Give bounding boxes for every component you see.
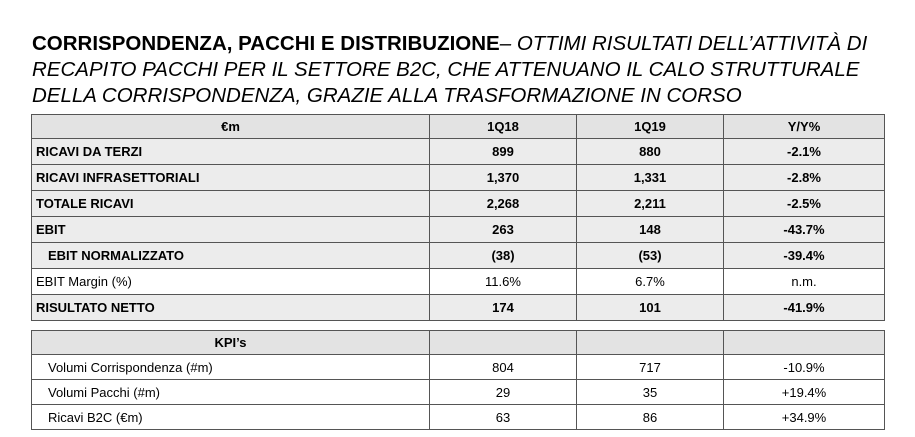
row-1q18: 2,268 — [430, 191, 577, 217]
header-1q19: 1Q19 — [577, 115, 724, 139]
row-label: RICAVI DA TERZI — [32, 139, 430, 165]
row-label: Volumi Pacchi (#m) — [32, 380, 430, 405]
table-row — [32, 269, 885, 295]
row-1q19: 1,331 — [577, 165, 724, 191]
row-yy: -39.4% — [724, 243, 885, 269]
row-1q18: (38) — [430, 243, 577, 269]
row-yy: -43.7% — [724, 217, 885, 243]
row-1q18: 11.6% — [430, 269, 577, 295]
table-row — [32, 380, 885, 405]
page-title — [32, 31, 912, 109]
table-row — [32, 139, 885, 165]
title-italic: – OTTIMI RISULTATI DELL’ATTIVITÀ DI RECAPITO PACCHI PER IL SETTORE B2C, CHE ATTENUANO IL CALO STRUTTURALE DELLA CORRISPONDENZA, GRAZIE ALLA TRASFORMAZIONE IN CORSO — [32, 32, 868, 107]
table-row — [32, 165, 885, 191]
row-1q19: 101 — [577, 295, 724, 321]
table-header-row — [32, 115, 885, 139]
row-yy: +34.9% — [724, 405, 885, 430]
row-1q19: 35 — [577, 380, 724, 405]
kpi-header-empty — [430, 331, 577, 355]
row-1q18: 804 — [430, 355, 577, 380]
row-1q18: 29 — [430, 380, 577, 405]
kpi-header: KPI’s — [32, 331, 430, 355]
table-row — [32, 243, 885, 269]
table-row — [32, 405, 885, 430]
kpi-header-row — [32, 331, 885, 355]
row-label: RICAVI INFRASETTORIALI — [32, 165, 430, 191]
row-yy: +19.4% — [724, 380, 885, 405]
header-1q18: 1Q18 — [430, 115, 577, 139]
row-yy: -2.8% — [724, 165, 885, 191]
row-yy: -41.9% — [724, 295, 885, 321]
financial-table — [31, 114, 885, 321]
row-1q18: 174 — [430, 295, 577, 321]
table-row — [32, 295, 885, 321]
kpi-table — [31, 330, 885, 430]
row-yy: -2.1% — [724, 139, 885, 165]
header-unit: €m — [32, 115, 430, 139]
row-1q18: 899 — [430, 139, 577, 165]
row-yy: -10.9% — [724, 355, 885, 380]
row-1q18: 1,370 — [430, 165, 577, 191]
row-label: RISULTATO NETTO — [32, 295, 430, 321]
row-label: Ricavi B2C (€m) — [32, 405, 430, 430]
title-bold: CORRISPONDENZA, PACCHI E DISTRIBUZIONE — [32, 32, 500, 55]
row-label: EBIT Margin (%) — [32, 269, 430, 295]
row-yy: -2.5% — [724, 191, 885, 217]
table-row — [32, 355, 885, 380]
header-yy: Y/Y% — [724, 115, 885, 139]
row-1q18: 263 — [430, 217, 577, 243]
row-label: EBIT — [32, 217, 430, 243]
row-1q19: 148 — [577, 217, 724, 243]
row-label: EBIT NORMALIZZATO — [32, 243, 430, 269]
table-row — [32, 217, 885, 243]
table-row — [32, 191, 885, 217]
row-label: TOTALE RICAVI — [32, 191, 430, 217]
row-yy: n.m. — [724, 269, 885, 295]
row-1q18: 63 — [430, 405, 577, 430]
row-1q19: 880 — [577, 139, 724, 165]
kpi-header-empty — [577, 331, 724, 355]
row-1q19: 86 — [577, 405, 724, 430]
row-label: Volumi Corrispondenza (#m) — [32, 355, 430, 380]
kpi-header-empty — [724, 331, 885, 355]
row-1q19: 6.7% — [577, 269, 724, 295]
row-1q19: 717 — [577, 355, 724, 380]
row-1q19: 2,211 — [577, 191, 724, 217]
row-1q19: (53) — [577, 243, 724, 269]
